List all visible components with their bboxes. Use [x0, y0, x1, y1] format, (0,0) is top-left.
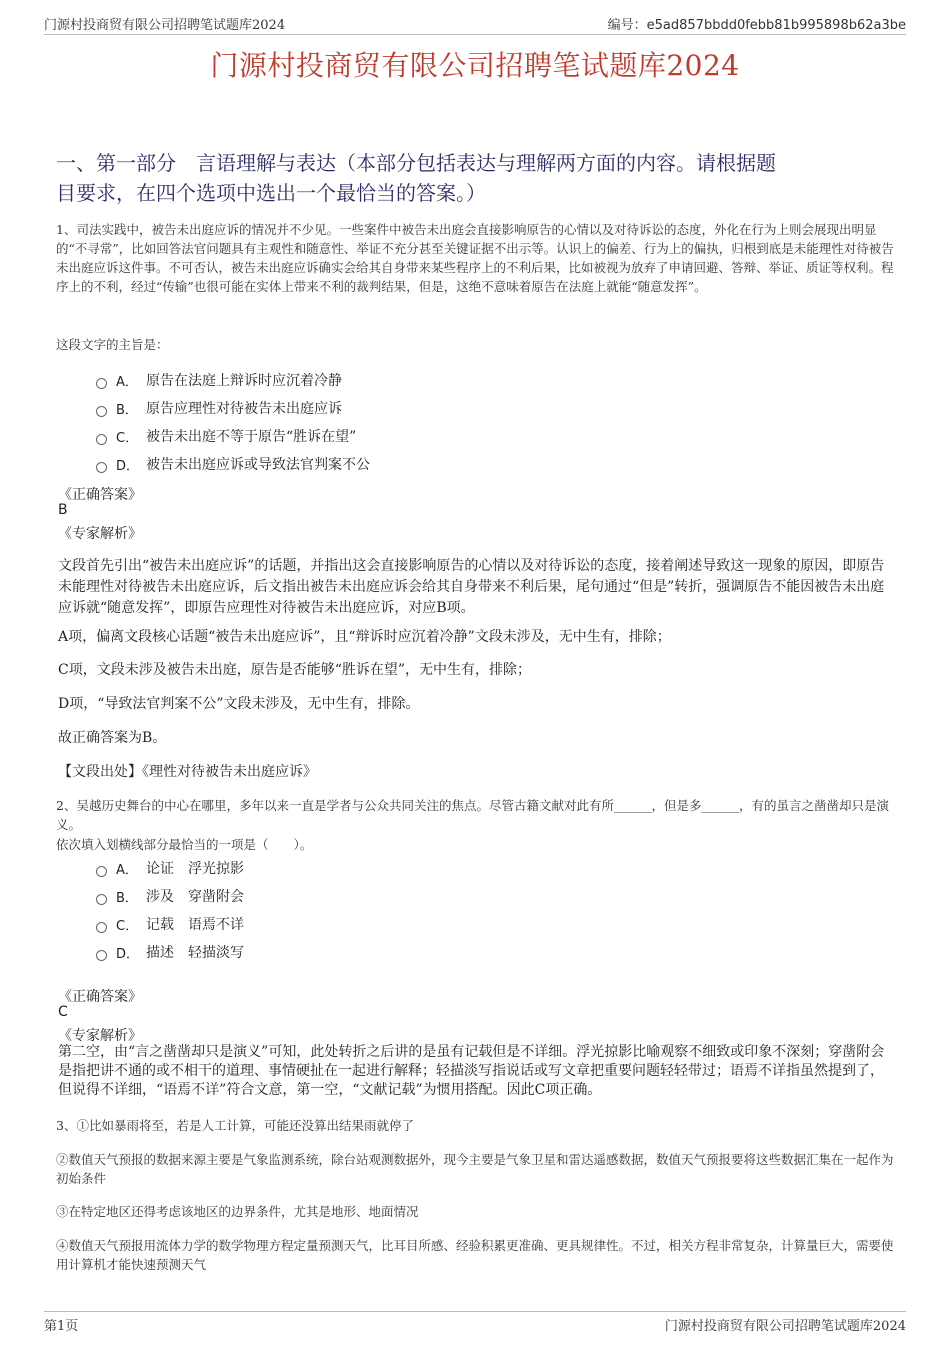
radio-icon[interactable] — [96, 894, 107, 905]
q2-analysis-label: 《专家解析》 — [58, 1028, 142, 1044]
document-title: 门源村投商贸有限公司招聘笔试题库2024 — [210, 49, 740, 82]
header-title: 门源村投商贸有限公司招聘笔试题库2024 — [44, 18, 286, 33]
q2-analysis: 第二空，由“言之凿凿却只是演义”可知，此处转折之后讲的是虽有记载但是不详细。浮光掠影比喻观察不细致或印象不深刻；穿凿附会是指把讲不通的或不相干的道理、事情硬扯在一起进行解释；轻描淡写指说话或写文章把重要问题轻轻带过；语焉不详指虽然提到了，但说得不详细，“语焉不详”符合文意，第一空，“文献记载”为惯用搭配。因此C项正确。 — [58, 1044, 885, 1098]
radio-icon[interactable] — [96, 950, 107, 961]
radio-icon[interactable] — [96, 378, 107, 389]
q2-option-c[interactable]: C． 记载 语焉不详 — [96, 914, 244, 934]
radio-icon[interactable] — [96, 462, 107, 473]
q1-option-d[interactable]: D． 被告未出庭应诉或导致法官判案不公 — [96, 454, 370, 474]
header-divider — [44, 34, 906, 35]
q1-option-b[interactable]: B． 原告应理性对待被告未出庭应诉 — [96, 398, 342, 418]
q1-option-a[interactable]: A． 原告在法庭上辩诉时应沉着冷静 — [96, 370, 342, 390]
q3-line-4: ④数值天气预报用流体力学的数学物理方程定量预测天气，比耳目所感、经验积累更准确、更具规律性。不过，相关方程非常复杂，计算量巨大，需要使用计算机才能快速预测天气 — [56, 1238, 894, 1272]
q2-option-d[interactable]: D． 描述 轻描淡写 — [96, 942, 244, 962]
q1-analysis-label: 《专家解析》 — [58, 526, 142, 542]
radio-icon[interactable] — [96, 406, 107, 417]
q1-conclusion: 故正确答案为B。 — [58, 730, 167, 746]
q1-option-c[interactable]: C． 被告未出庭不等于原告“胜诉在望” — [96, 426, 356, 446]
q2-option-b[interactable]: B． 涉及 穿凿附会 — [96, 886, 244, 906]
q3-line-3: ③在特定地区还得考虑该地区的边界条件，尤其是地形、地面情况 — [56, 1204, 419, 1219]
q2-prompt: 依次填入划横线部分最恰当的一项是（ ）。 — [56, 837, 313, 852]
radio-icon[interactable] — [96, 866, 107, 877]
footer-title: 门源村投商贸有限公司招聘笔试题库2024 — [664, 1319, 906, 1334]
page-number: 第1页 — [44, 1319, 79, 1334]
q3-line-2: ②数值天气预报的数据来源主要是气象监测系统，除台站观测数据外，现今主要是气象卫星和雷达遥感数据，数值天气预报要将这些数据汇集在一起作为初始条件 — [56, 1152, 894, 1186]
document-id: 编号：e5ad857bbdd0febb81b995898b62a3be — [607, 18, 906, 33]
q1-analysis-c: C项，文段未涉及被告未出庭，原告是否能够“胜诉在望”，无中生有，排除； — [58, 662, 532, 678]
q1-analysis-a: A项，偏离文段核心话题“被告未出庭应诉”，且“辩诉时应沉着冷静”文段未涉及，无中生有，排除； — [58, 629, 671, 645]
q1-analysis-d: D项，“导致法官判案不公”文段未涉及，无中生有，排除。 — [58, 696, 420, 712]
section-heading-line-1: 一、第一部分 言语理解与表达（本部分包括表达与理解两方面的内容。请根据题 — [56, 151, 776, 175]
q1-source: 【文段出处】《理性对待被告未出庭应诉》 — [58, 764, 317, 780]
q1-analysis-main: 文段首先引出“被告未出庭应诉”的话题，并指出这会直接影响原告的心情以及对待诉讼的态度，接着阐述导致这一现象的原因，即原告未能理性对待被告未出庭应诉，后文指出被告未出庭应诉会给其自身带来不利后果，尾句通过“但是”转折，强调原告不能因被告未出庭应诉就“随意发挥”，即原告应理性对待被告未出庭应诉，对应B项。 — [58, 558, 885, 616]
section-heading-line-2: 目要求，在四个选项中选出一个最恰当的答案。） — [56, 181, 486, 205]
q1-answer: B — [58, 502, 68, 518]
q2-answer-label: 《正确答案》 — [58, 989, 142, 1005]
q1-prompt: 这段文字的主旨是： — [56, 337, 169, 352]
q2-passage: 2、吴越历史舞台的中心在哪里，多年以来一直是学者与公众共同关注的焦点。尽管古籍文献对此有所______，但是多______，有的虽言之凿凿却只是演义。 — [56, 798, 889, 832]
section-heading — [56, 148, 896, 208]
q2-option-a[interactable]: A． 论证 浮光掠影 — [96, 858, 244, 878]
q2-answer: C — [58, 1004, 68, 1020]
q3-line-1: 3、①比如暴雨将至，若是人工计算，可能还没算出结果雨就停了 — [56, 1118, 414, 1133]
footer-divider — [44, 1311, 906, 1312]
radio-icon[interactable] — [96, 434, 107, 445]
radio-icon[interactable] — [96, 922, 107, 933]
q1-answer-label: 《正确答案》 — [58, 487, 142, 503]
q1-passage: 1、司法实践中，被告未出庭应诉的情况并不少见。一些案件中被告未出庭会直接影响原告的心情以及对待诉讼的态度，外化在行为上则会展现出明显的“不寻常”，比如回答法官问题具有主观性和随意性、举证不充分甚至关键证据不出示等。认识上的偏差、行为上的偏执，归根到底是未能理性对待被告未出庭应诉这件事。不可否认，被告未出庭应诉确实会给其自身带来某些程序上的不利后果，比如被视为放弃了申请回避、答辩、举证、质证等权利。程序上的不利，经过“传输”也很可能在实体上带来不利的裁判结果，但是，这绝不意味着原告在法庭上就能“随意发挥”。 — [56, 222, 894, 294]
